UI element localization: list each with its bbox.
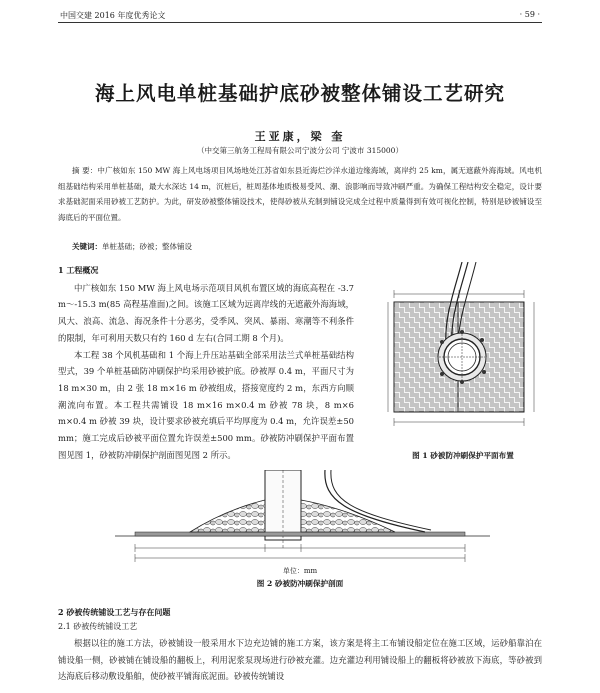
figure-2-unit: 单位：mm — [282, 567, 318, 575]
keywords — [72, 241, 192, 252]
figure-2-section-drawing — [95, 470, 505, 575]
section-1-paragraph: 中广核如东 150 MW 海上风电场示范项目风机布置区域的海底高程在 -3.7 m～-15.3 m(85 高程基准面)之间。该施工区域为远离岸线的无遮蔽外海海域，风大、浪高、流急、海况条件十分恶劣，受季风、突风、暴雨、寒潮等不利条件的限制，年可利用天数只有约 160 d 左右(合同工期 8 个月)。 — [58, 282, 354, 343]
running-header-page: · 59 · — [519, 10, 540, 19]
section-1 — [58, 262, 354, 463]
section-2-heading: 2 砂被传统铺设工艺与存在问题 — [58, 607, 171, 617]
section-2 — [58, 605, 542, 685]
keywords-value: 单桩基础；砂被；整体铺设 — [102, 242, 192, 251]
authors: 王亚康，梁 奎 — [254, 130, 346, 143]
affiliation: （中交第三航务工程局有限公司宁波分公司 宁波市 315000） — [197, 146, 403, 155]
paper-title: 海上风电单桩基础护底砂被整体铺设工艺研究 — [94, 82, 505, 105]
running-header-journal: 中国交建 2016 年度优秀论文 — [60, 11, 166, 20]
keywords-label: 关键词： — [72, 242, 102, 251]
abstract: 摘 要：中广核如东 150 MW 海上风电场项目风场地处江苏省如东县近海烂沙洋水道边缘海域，离岸约 25 km，属无遮蔽外海海域。风电机组基础结构采用单桩基础，最大水深达 14 m，沉桩后，桩周基体地质极易受风、潮、浪影响而导致冲刷严重。为确保工程结构安全稳定，设计要求基础泥面采用砂被工艺防护。为此，研发砂被整体铺设技术，使得砂被从充制到铺设完成全过程中质量得到有效可视化控制，特别是砂被铺设至海底后的平面位置。 — [58, 166, 542, 222]
section-1-paragraph: 本工程 38 个风机基础和 1 个海上升压站基础全部采用法兰式单桩基础结构型式，39 个单桩基础防冲刷保护均采用砂被护底。砂被厚 0.4 m，平面尺寸为 18 m×30 m，由 2 张 18 m×16 m 砂被组成，搭接宽度约 2 m，东西方向顺潮流向布置。本工程共需铺设 18 m×16 m×0.4 m 砂被 78 块，8 m×6 m×0.4 m 砂被 39 块，设计要求砂被充填后平均厚度为 0.4 m，允许误差±50 mm；施工完成后砂被平面位置允许误差±500 mm。砂被防冲刷保护平面布置图见图 1，砂被防冲刷保护剖面图见图 2 所示。 — [58, 349, 354, 460]
header-rule — [58, 22, 542, 23]
section-1-heading: 1 工程概况 — [58, 265, 99, 275]
section-2-paragraph: 根据以往的施工方法，砂被铺设一般采用水下边充边铺的施工方案，该方案是将主工布铺设船定位在施工区域，运砂船靠泊在铺设船一侧，砂被铺在铺设船的翻板上，利用泥浆泵现场进行砂被充灌。边充灌边利用铺设船上的翻板将砂被放下海底，等砂被到达海底后移动敷设船舶，使砂被平铺海底泥面。砂被传统铺设 — [58, 638, 542, 682]
figure-1-plan-drawing — [384, 262, 542, 448]
figure-1-caption: 图 1 砂被防冲刷保护平面布置 — [412, 451, 514, 460]
section-2-1-heading: 2.1 砂被传统铺设工艺 — [58, 622, 138, 631]
figure-2-caption: 图 2 砂被防冲刷保护剖面 — [256, 579, 344, 588]
